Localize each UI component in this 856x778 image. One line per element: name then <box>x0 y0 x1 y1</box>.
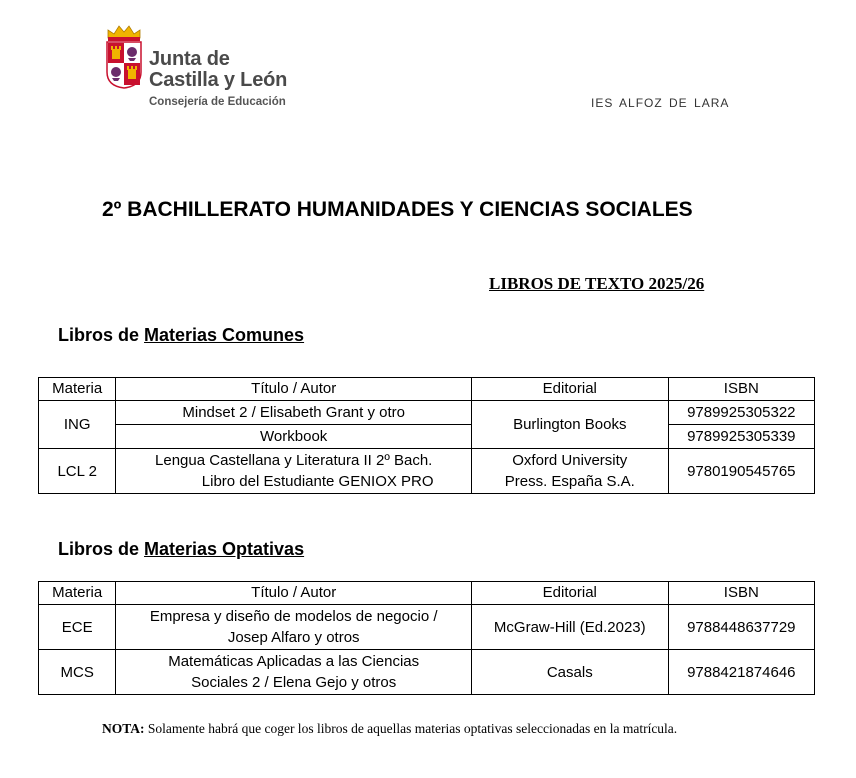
note-text: Solamente habrá que coger los libros de aquellas materias optativas seleccionadas en la matrícula. <box>144 721 678 736</box>
cell-materia: LCL 2 <box>39 449 116 494</box>
cell-titulo <box>116 650 472 695</box>
table-header-row <box>39 582 815 605</box>
cell-line: Press. España S.A. <box>504 473 635 490</box>
cell-editorial: Casals <box>471 650 668 695</box>
cell-materia: ING <box>39 401 116 449</box>
cell-editorial: Burlington Books <box>471 401 668 449</box>
col-header-titulo: Título / Autor <box>116 378 472 401</box>
col-header-isbn: ISBN <box>668 582 814 605</box>
section-prefix: Libros de <box>58 325 145 345</box>
school-name: IES ALFOZ DE LARA <box>591 96 730 110</box>
table-row <box>39 425 815 449</box>
coat-of-arms-icon <box>104 24 144 90</box>
section-underlined: Materias Optativas <box>144 539 305 559</box>
section-heading-comunes <box>58 325 304 346</box>
year-heading: LIBROS DE TEXTO 2025/26 <box>489 274 705 293</box>
logo-line-2: Castilla y León <box>149 69 288 91</box>
document-title: 2º BACHILLERATO HUMANIDADES Y CIENCIAS SOCIALES <box>102 198 693 221</box>
cell-isbn: 9789925305322 <box>668 401 814 425</box>
table-row <box>39 401 815 425</box>
table-comunes <box>38 377 815 494</box>
cell-line: Empresa y diseño de modelos de negocio / <box>149 608 438 625</box>
table-header-row <box>39 378 815 401</box>
col-header-editorial: Editorial <box>471 378 668 401</box>
cell-titulo: Workbook <box>116 425 472 449</box>
cell-line: Josep Alfaro y otros <box>227 629 360 646</box>
cell-titulo <box>116 449 472 494</box>
col-header-isbn: ISBN <box>668 378 814 401</box>
cell-editorial: McGraw-Hill (Ed.2023) <box>471 605 668 650</box>
cell-line: Libro del Estudiante GENIOX PRO <box>201 473 434 490</box>
section-heading-optativas <box>58 539 304 560</box>
section-prefix: Libros de <box>58 539 145 559</box>
cell-line: Oxford University <box>512 452 628 469</box>
cell-isbn: 9789925305339 <box>668 425 814 449</box>
cell-isbn: 9788421874646 <box>668 650 814 695</box>
cell-line: Matemáticas Aplicadas a las Ciencias <box>168 653 420 670</box>
cell-titulo: Mindset 2 / Elisabeth Grant y otro <box>116 401 472 425</box>
col-header-materia: Materia <box>39 582 116 605</box>
table-row <box>39 650 815 695</box>
logo-line-3: Consejería de Educación <box>149 96 286 108</box>
cell-line: Lengua Castellana y Literatura II 2º Bach. <box>155 452 433 469</box>
section-underlined: Materias Comunes <box>144 325 305 345</box>
note-label: NOTA: <box>102 721 145 736</box>
cell-editorial <box>471 449 668 494</box>
cell-line: Sociales 2 / Elena Gejo y otros <box>191 674 397 691</box>
footnote <box>102 719 722 738</box>
table-row <box>39 449 815 494</box>
table-row <box>39 605 815 650</box>
institution-logo <box>104 24 324 114</box>
col-header-materia: Materia <box>39 378 116 401</box>
cell-isbn: 9780190545765 <box>668 449 814 494</box>
cell-titulo <box>116 605 472 650</box>
cell-materia: ECE <box>39 605 116 650</box>
col-header-titulo: Título / Autor <box>116 582 472 605</box>
logo-line-1: Junta de <box>149 48 230 70</box>
cell-isbn: 9788448637729 <box>668 605 814 650</box>
cell-materia: MCS <box>39 650 116 695</box>
table-optativas <box>38 581 815 695</box>
col-header-editorial: Editorial <box>471 582 668 605</box>
